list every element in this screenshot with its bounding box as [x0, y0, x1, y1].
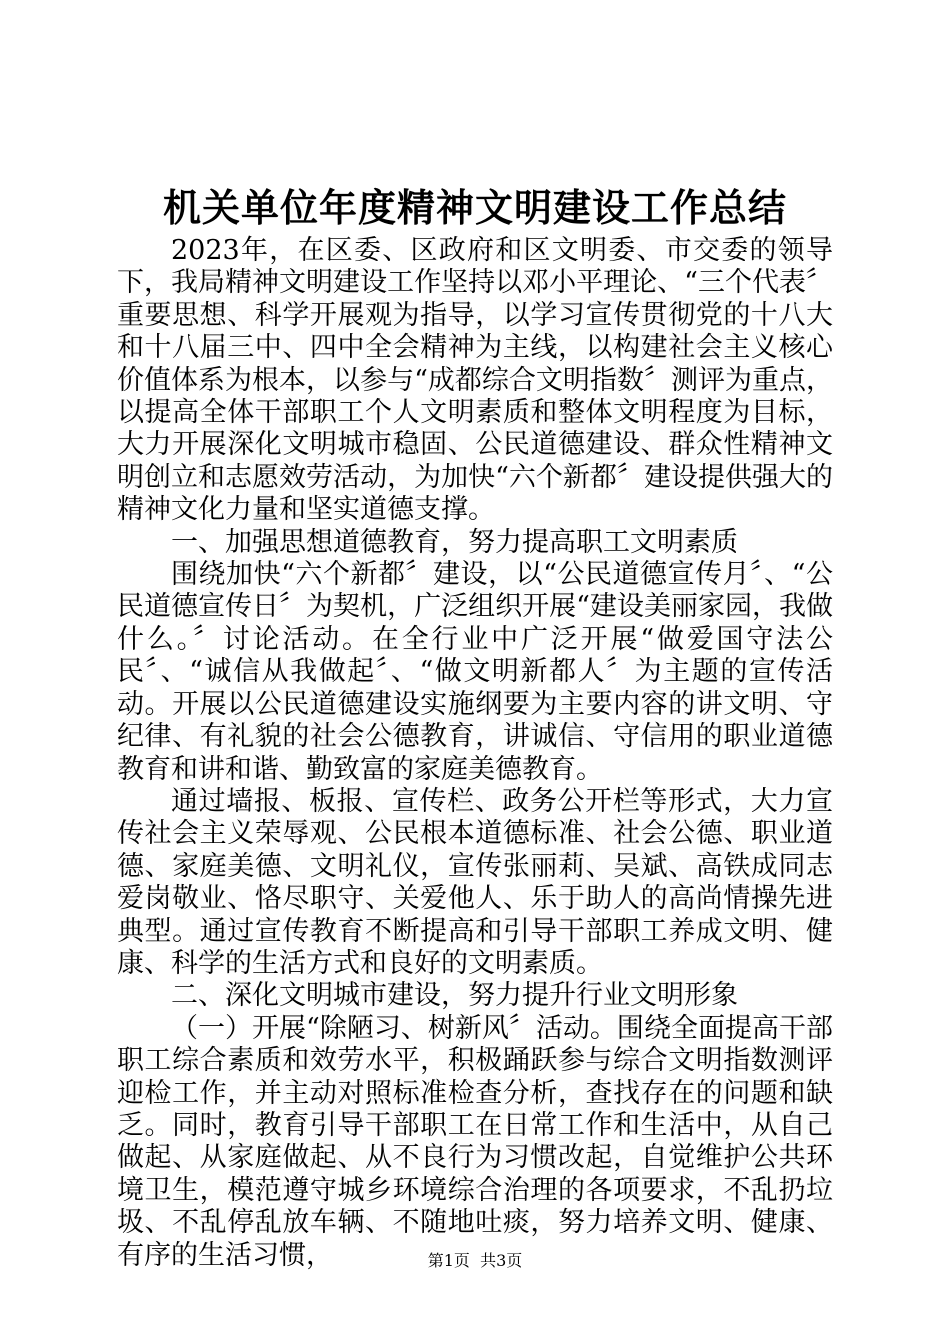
page-total: 共3页	[480, 1251, 523, 1270]
document-body	[117, 235, 833, 1272]
section-heading-2: 二、深化文明城市建设，努力提升行业文明形象	[171, 980, 738, 1012]
paragraph-section1-b: 通过墙报、板报、宣传栏、政务公开栏等形式，大力宣传社会主义荣辱观、公民根本道德标准、社会公德、职业道德、家庭美德、文明礼仪，宣传张丽莉、吴斌、高铁成同志爱岗敬业、恪尽职守、关爱他人、乐于助人的高尚情操先进典型。通过宣传教育不断提高和引导干部职工养成文明、健康、科学的生活方式和良好的文明素质。	[117, 785, 833, 979]
page-number: 第1页	[427, 1251, 470, 1270]
document-title: 机关单位年度精神文明建设工作总结	[162, 185, 787, 230]
section-heading-1: 一、加强思想道德教育，努力提高职工文明素质	[171, 526, 738, 558]
page-footer	[0, 1251, 950, 1271]
paragraph-section2-a: （一）开展“除陋习、树新风〞活动。围绕全面提高干部职工综合素质和效劳水平，积极踊跃参与综合文明指数测评迎检工作，并主动对照标准检查分析，查找存在的问题和缺乏。同时，教育引导干部职工在日常工作和生活中，从自己做起、从家庭做起、从不良行为习惯改起，自觉维护公共环境卫生，模范遵守城乡环境综合治理的各项要求，不乱扔垃圾、不乱停乱放车辆、不随地吐痰，努力培养文明、健康、有序的生活习惯，	[117, 1012, 833, 1271]
paragraph-intro: 2023年，在区委、区政府和区文明委、市交委的领导下，我局精神文明建设工作坚持以邓小平理论、“三个代表〞重要思想、科学开展观为指导，以学习宣传贯彻党的十八大和十八届三中、四中全会精神为主线，以构建社会主义核心价值体系为根本，以参与“成都综合文明指数〞测评为重点，以提高全体干部职工个人文明素质和整体文明程度为目标，大力开展深化文明城市稳固、公民道德建设、群众性精神文明创立和志愿效劳活动，为加快“六个新都〞建设提供强大的精神文化力量和坚实道德支撑。	[117, 235, 833, 526]
paragraph-section1-a: 围绕加快“六个新都〞建设，以“公民道德宣传月〞、“公民道德宣传日〞为契机，广泛组织开展“建设美丽家园，我做什么。〞讨论活动。在全行业中广泛开展“做爱国守法公民〞、“诚信从我做起〞、“做文明新都人〞为主题的宣传活动。开展以公民道德建设实施纲要为主要内容的讲文明、守纪律、有礼貌的社会公德教育，讲诚信、守信用的职业道德教育和讲和谐、勤致富的家庭美德教育。	[117, 559, 833, 785]
